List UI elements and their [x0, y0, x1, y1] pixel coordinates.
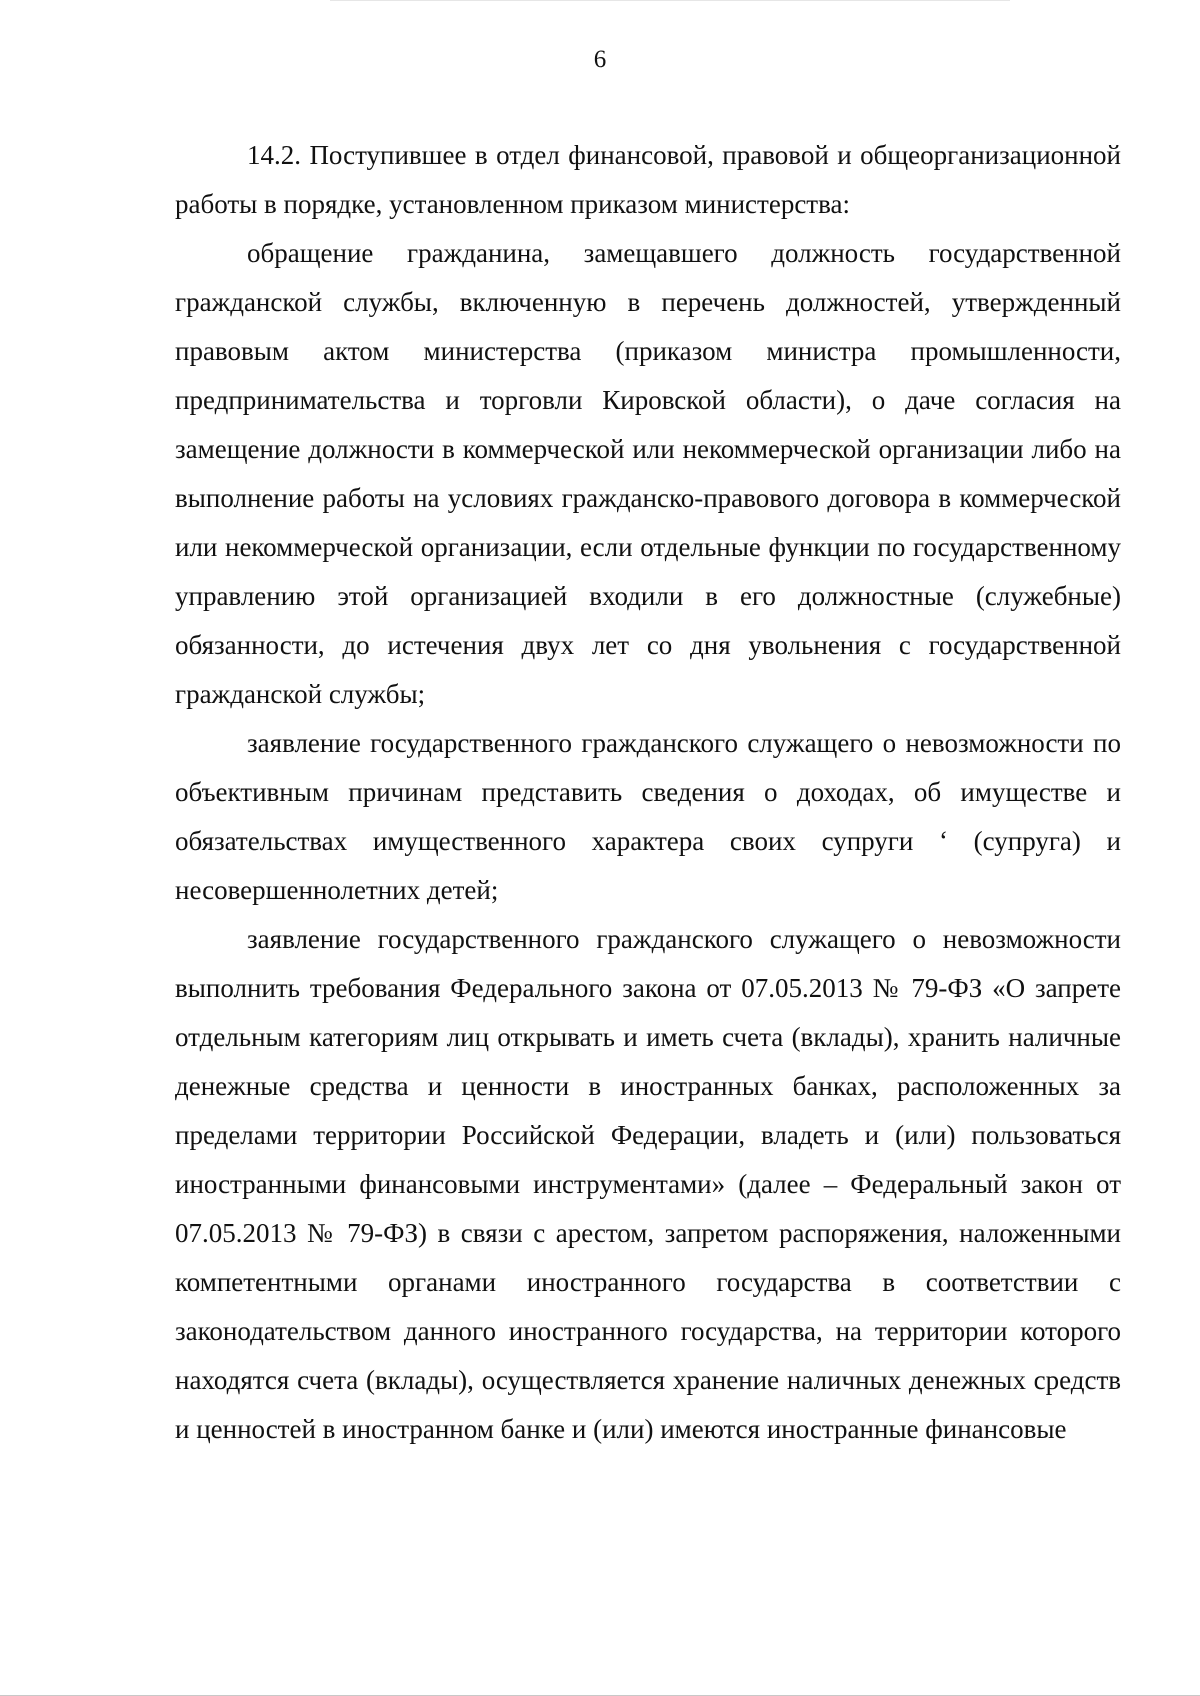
- scan-edge-top: [330, 0, 1010, 1]
- paragraph-citizen-appeal: обращение гражданина, замещавшего должность государственной гражданской службы, включенную в перечень должностей, утвержденный правовым актом министерства (приказом министра промышленности, предпринимательства и торговли Кировской области), о даче согласия на замещение должности в коммерческой или некоммерческой организации либо на выполнение работы на условиях гражданско-правового договора в коммерческой или некоммерческой организации, если отдельные функции по государственному управлению этой организацией входили в его должностные (служебные) обязанности, до истечения двух лет со дня увольнения с государственной гражданской службы;: [175, 238, 1121, 709]
- paragraph-foreign-accounts: заявление государственного гражданского служащего о невозможности выполнить требования Федерального закона от 07.05.2013 № 79-ФЗ «О запрете отдельным категориям лиц открывать и иметь счета (вклады), хранить наличные денежные средства и ценности в иностранных банках, расположенных за пределами территории Российской Федерации, владеть и (или) пользоваться иностранными финансовыми инструментами» (далее – Федеральный закон от 07.05.2013 № 79-ФЗ) в связи с арестом, запретом распоряжения, наложенными компетентными органами иностранного государства в соответствии с законодательством данного иностранного государства, на территории которого находятся счета (вклады), осуществляется хранение наличных денежных средств и ценностей в иностранном банке и (или) имеются иностранные финансовые: [175, 924, 1121, 1444]
- page-number: 6: [593, 46, 607, 73]
- paragraph-clause-14-2: 14.2. Поступившее в отдел финансовой, правовой и общеорганизационной работы в порядке, установленном приказом министерства:: [175, 140, 1121, 219]
- document-body: [175, 131, 1121, 1454]
- paragraph-income-statement: заявление государственного гражданского служащего о невозможности по объективным причинам представить сведения о доходах, об имуществе и обязательствах имущественного характера своих супруги ‘ (супруга) и несовершеннолетних детей;: [175, 728, 1121, 905]
